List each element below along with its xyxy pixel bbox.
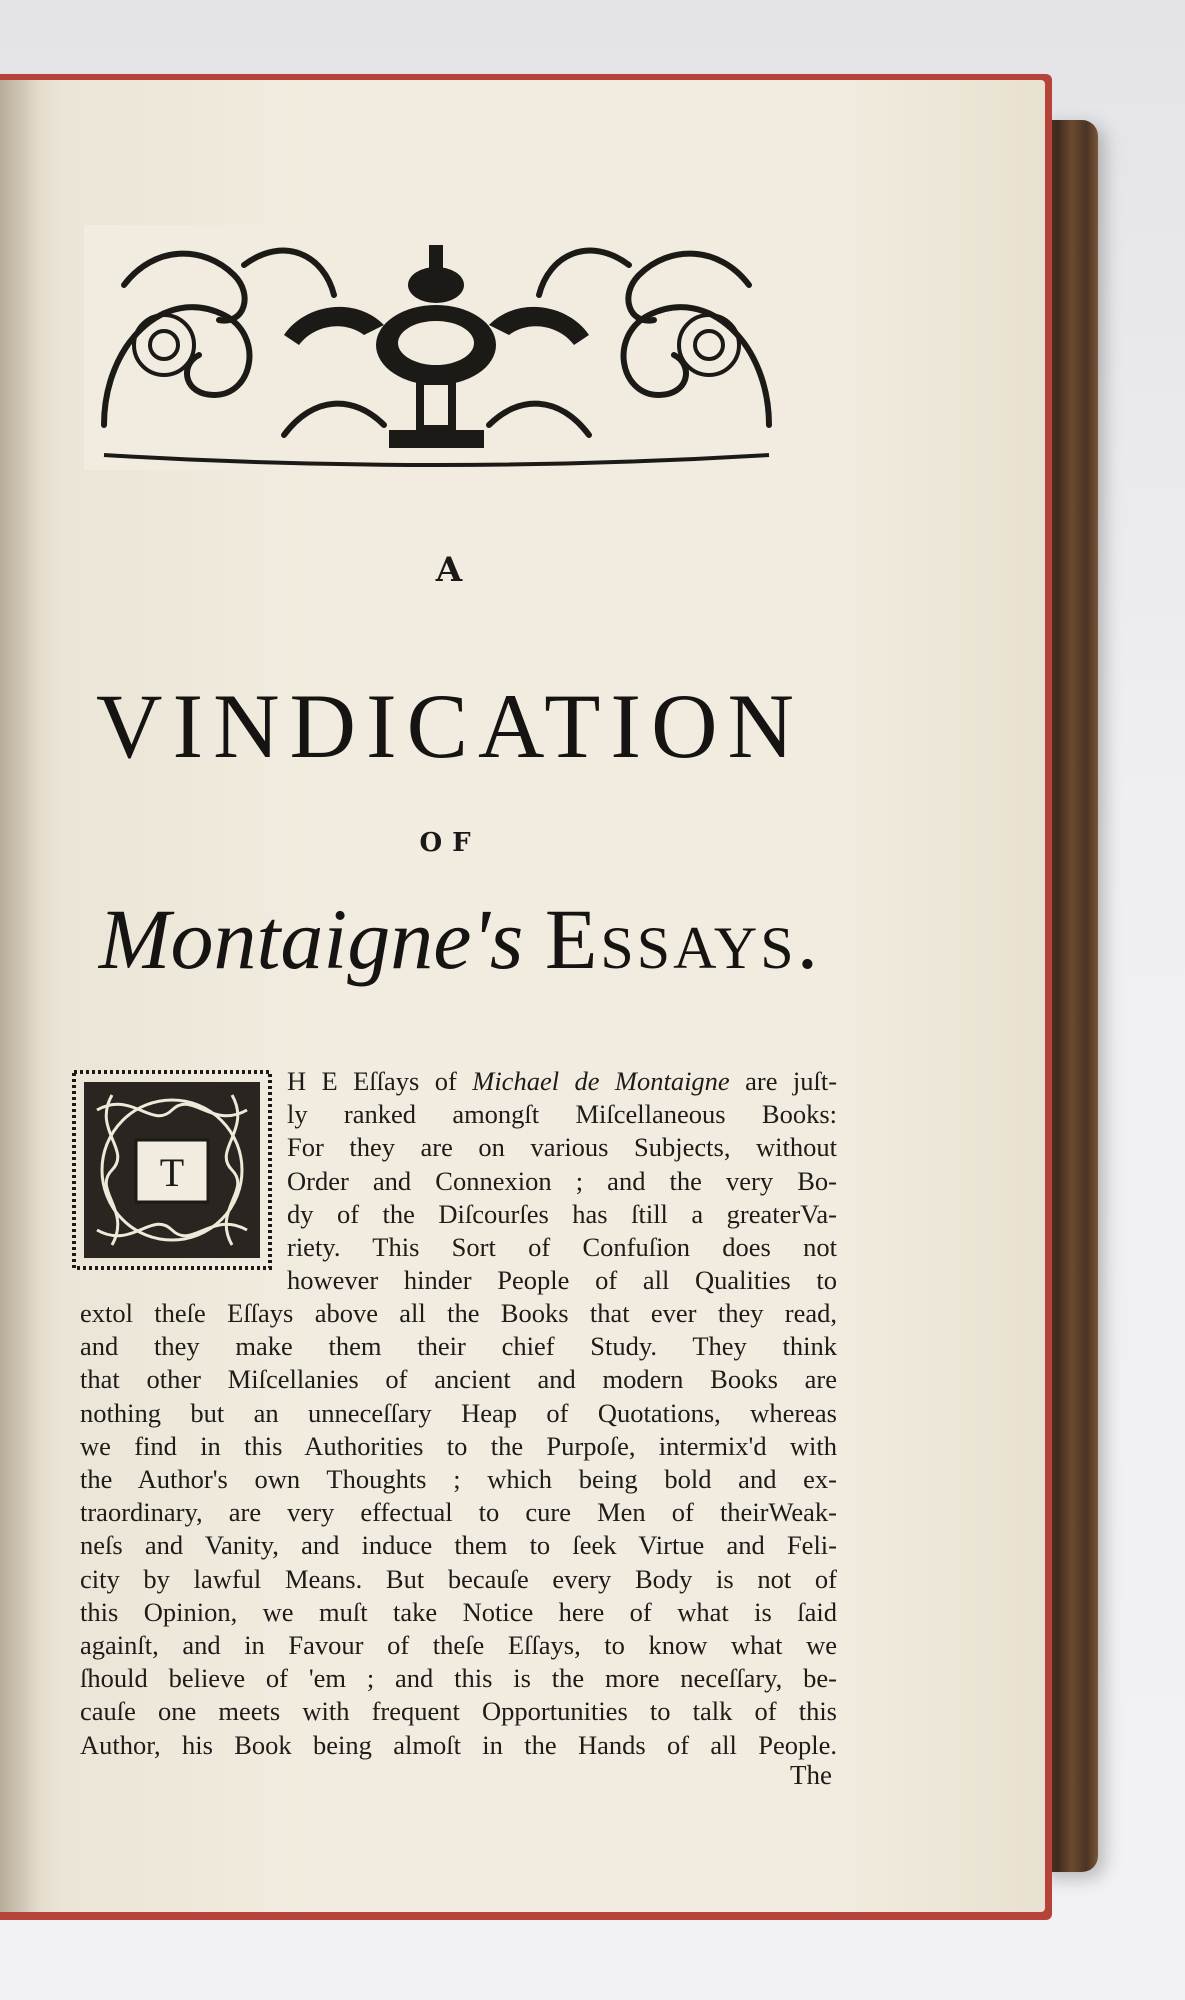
text-line: nothing but an unneceſſary Heap of Quotations, whereas <box>80 1397 837 1428</box>
paragraph-intro <box>287 1065 837 1297</box>
heading-article: A <box>435 550 465 590</box>
book-page <box>0 80 1045 1912</box>
text-line: traordinary, are very effectual to cure Men of theirWeak- <box>80 1497 837 1528</box>
ornamental-headpiece-icon <box>84 225 789 470</box>
text-line: Order and Connexion ; and the very Bo- <box>287 1165 837 1196</box>
text-line: that other Miſcellanies of ancient and modern Books are <box>80 1364 837 1395</box>
text-line: dy of the Diſcourſes has ſtill a greaterVa- <box>287 1198 837 1229</box>
text-line: H E Eſſays of Michael de Montaigne are juſt- <box>287 1066 838 1096</box>
text-line: however hinder People of all Qualities to <box>287 1265 837 1296</box>
paragraph-continued <box>80 1297 837 1762</box>
page-title: VINDICATION <box>96 675 804 777</box>
text-line: and they make them their chief Study. They think <box>80 1331 837 1362</box>
gutter-shadow <box>0 80 40 1912</box>
text-line: this Opinion, we muſt take Notice here of what is ſaid <box>80 1596 837 1627</box>
text-line: we find in this Authorities to the Purpoſe, intermix'd with <box>80 1430 837 1461</box>
subtitle-caps: Essays. <box>544 891 822 987</box>
catchword: The <box>790 1760 832 1790</box>
text-line: extol theſe Eſſays above all the Books that ever they read, <box>80 1298 837 1328</box>
text-line: againſt, and in Favour of theſe Eſſays, to know what we <box>80 1630 837 1661</box>
text-line: ly ranked amongſt Miſcellaneous Books: <box>287 1099 837 1130</box>
subtitle-italic: Montaigne's <box>98 891 524 987</box>
drop-cap-letter: T <box>159 1150 185 1195</box>
text-line: ſhould believe of 'em ; and this is the more neceſſary, be- <box>80 1663 837 1694</box>
text-line: riety. This Sort of Confuſion does not <box>287 1232 837 1263</box>
text-line: cauſe one meets with frequent Opportunities to talk of this <box>80 1696 837 1727</box>
page-subtitle <box>80 892 840 987</box>
text-line: neſs and Vanity, and induce them to ſeek Virtue and Feli- <box>80 1530 837 1561</box>
text-line: the Author's own Thoughts ; which being bold and ex- <box>80 1464 837 1495</box>
decorated-initial-icon <box>72 1070 272 1270</box>
text-line: city by lawful Means. But becauſe every Body is not of <box>80 1563 837 1594</box>
text-line: For they are on various Subjects, without <box>287 1132 837 1163</box>
text-line: Author, his Book being almoſt in the Hands of all People. <box>80 1729 837 1760</box>
heading-of: OF <box>419 828 481 858</box>
